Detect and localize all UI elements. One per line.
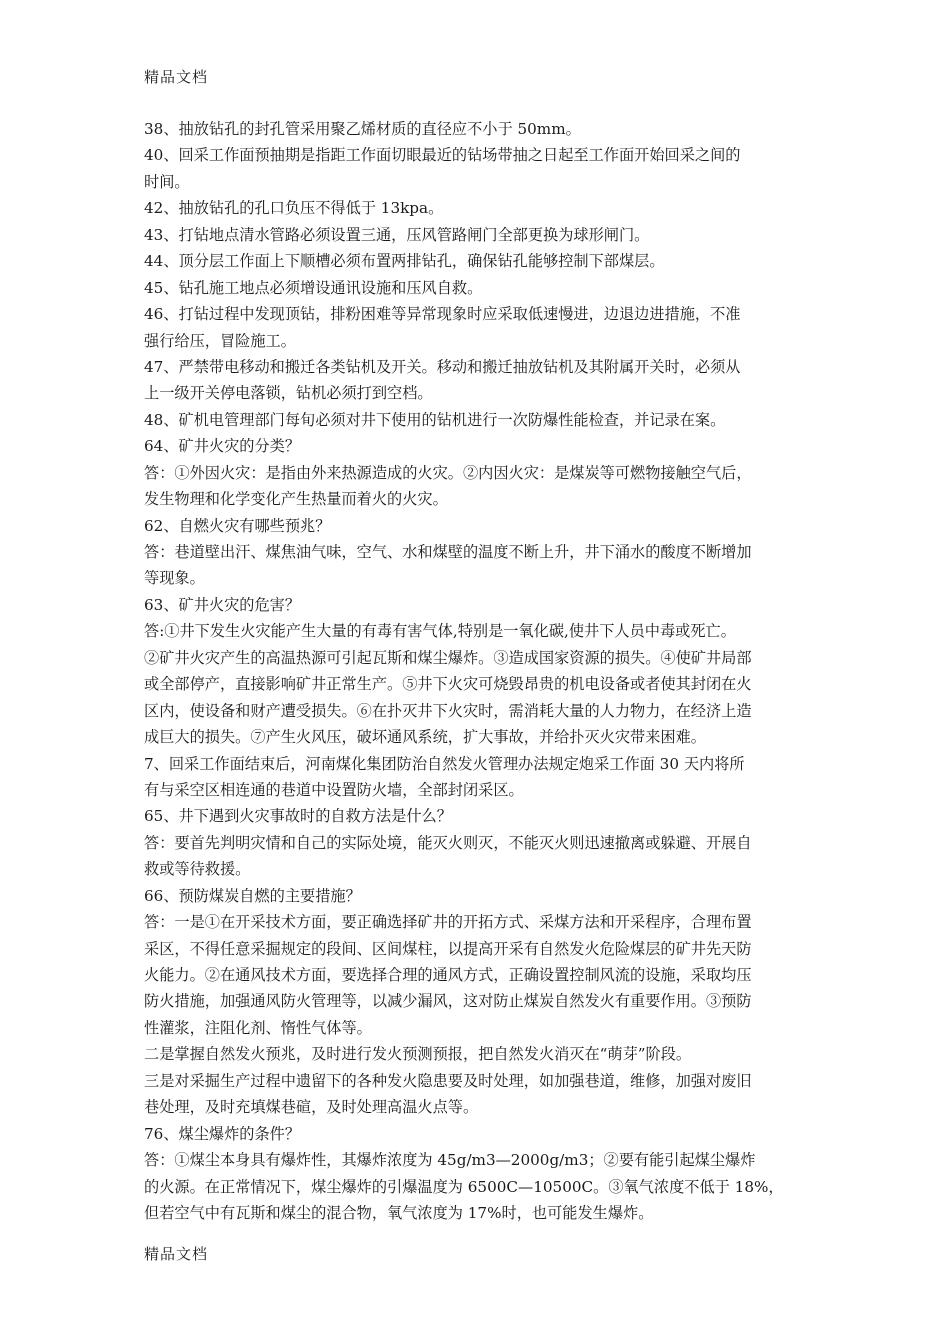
text-line: 采区，不得任意采掘规定的段间、区间煤柱，以提高开采有自然发火危险煤层的矿井先天防 bbox=[144, 939, 752, 958]
text-line: 答：巷道壁出汗、煤焦油气味，空气、水和煤壁的温度不断上升，井下涌水的酸度不断增加 bbox=[144, 543, 752, 561]
text-line: 强行给压，冒险施工。 bbox=[144, 331, 296, 350]
text-line: 47、严禁带电移动和搬迁各类钻机及开关。移动和搬迁抽放钻机及其附属开关时，必须从 bbox=[144, 357, 741, 376]
text-line: 64、矿井火灾的分类？ bbox=[144, 437, 301, 456]
page-header: 精品文档 bbox=[144, 68, 209, 86]
text-line: 76、煤尘爆炸的条件？ bbox=[144, 1124, 301, 1143]
text-line: 42、抽放钻孔的孔口负压不得低于 13kpa。 bbox=[144, 199, 444, 218]
text-line: 答：要首先判明灾情和自己的实际处境，能灭火则灭，不能灭火则迅速撤离或躲避、开展自 bbox=[144, 833, 752, 852]
text-line: 45、钻孔施工地点必须增设通讯设施和压风自救。 bbox=[144, 278, 483, 297]
text-line: 答：①外因火灾：是指由外来热源造成的火灾。②内因火灾：是煤炭等可燃物接触空气后， bbox=[144, 463, 752, 482]
text-line: 65、井下遇到火灾事故时的自救方法是什么？ bbox=[144, 807, 452, 826]
text-line: 有与采空区相连通的巷道中设置防火墙，全部封闭采区。 bbox=[144, 780, 524, 799]
text-line: 43、打钻地点清水管路必须设置三通，压风管路闸门全部更换为球形闸门。 bbox=[144, 225, 650, 244]
text-line: 巷处理，及时充填煤巷碹，及时处理高温火点等。 bbox=[144, 1098, 479, 1117]
text-line: 46、打钻过程中发现顶钻，排粉困难等异常现象时应采取低速慢进，边退边进措施，不准 bbox=[144, 305, 741, 324]
text-line: 上一级开关停电落锁，钻机必须打到空档。 bbox=[144, 384, 433, 403]
text-line: 三是对采掘生产过程中遗留下的各种发火隐患要及时处理，如加强巷道，维修，加强对废旧 bbox=[144, 1071, 752, 1090]
text-line: 区内，使设备和财产遭受损失。⑥在扑灭井下火灾时，需消耗大量的人力物力，在经济上造 bbox=[144, 701, 752, 720]
text-line: 38、抽放钻孔的封孔管采用聚乙烯材质的直径应不小于 50mm。 bbox=[144, 120, 581, 138]
text-line: 44、顶分层工作面上下顺槽必须布置两排钻孔，确保钻孔能够控制下部煤层。 bbox=[144, 252, 665, 271]
text-line: 但若空气中有瓦斯和煤尘的混合物，氧气浓度为 17%时，也可能发生爆炸。 bbox=[144, 1203, 654, 1222]
text-line: ②矿井火灾产生的高温热源可引起瓦斯和煤尘爆炸。③造成国家资源的损失。④使矿井局部 bbox=[144, 648, 752, 667]
page-footer: 精品文档 bbox=[144, 1245, 209, 1263]
text-line: 48、矿机电管理部门每旬必须对井下使用的钻机进行一次防爆性能检查，并记录在案。 bbox=[144, 410, 726, 429]
text-line: 发生物理和化学变化产生热量而着火的火灾。 bbox=[144, 490, 448, 509]
text-line: 的火源。在正常情况下，煤尘爆炸的引爆温度为 6500C—10500C。③氧气浓度不低于 18%， bbox=[144, 1177, 784, 1196]
text-line: 40、回采工作面预抽期是指距工作面切眼最近的钻场带抽之日起至工作面开始回采之间的 bbox=[144, 146, 741, 165]
text-line: 7、回采工作面结束后，河南煤化集团防治自然发火管理办法规定炮采工作面 30 天内将所 bbox=[144, 754, 745, 773]
text-line: 答：一是①在开采技术方面，要正确选择矿井的开拓方式、采煤方法和开采程序，合理布置 bbox=[144, 913, 752, 932]
text-line: 答：①煤尘本身具有爆炸性，其爆炸浓度为 45g/m3—2000g/m3；②要有能引起煤尘爆炸 bbox=[144, 1151, 756, 1170]
text-line: 66、预防煤炭自燃的主要措施？ bbox=[144, 886, 361, 905]
text-line: 或全部停产，直接影响矿井正常生产。⑤井下火灾可烧毁昂贵的机电设备或者使其封闭在火 bbox=[144, 675, 752, 694]
text-line: 性灌浆，注阻化剂、惰性气体等。 bbox=[144, 1018, 372, 1037]
text-line: 63、矿井火灾的危害？ bbox=[144, 595, 301, 614]
text-line: 答:①井下发生火灾能产生大量的有毒有害气体,特别是一氧化碳,使井下人员中毒或死亡。 bbox=[144, 622, 736, 641]
text-line: 62、自燃火灾有哪些预兆？ bbox=[144, 516, 331, 535]
text-line: 救或等待救援。 bbox=[144, 860, 251, 879]
text-line: 防火措施，加强通风防火管理等，以减少漏风，这对防止煤炭自然发火有重要作用。③预防 bbox=[144, 992, 752, 1011]
text-line: 等现象。 bbox=[144, 569, 205, 588]
text-line: 火能力。②在通风技术方面，要选择合理的通风方式，正确设置控制风流的设施，采取均压 bbox=[144, 966, 752, 984]
document-body bbox=[144, 116, 808, 1226]
text-line: 时间。 bbox=[144, 172, 190, 191]
text-line: 成巨大的损失。⑦产生火风压，破坏通风系统，扩大事故，并给扑灭火灾带来困难。 bbox=[144, 728, 706, 747]
text-line: 二是掌握自然发火预兆，及时进行发火预测预报，把自然发火消灭在“萌芽”阶段。 bbox=[144, 1045, 692, 1064]
